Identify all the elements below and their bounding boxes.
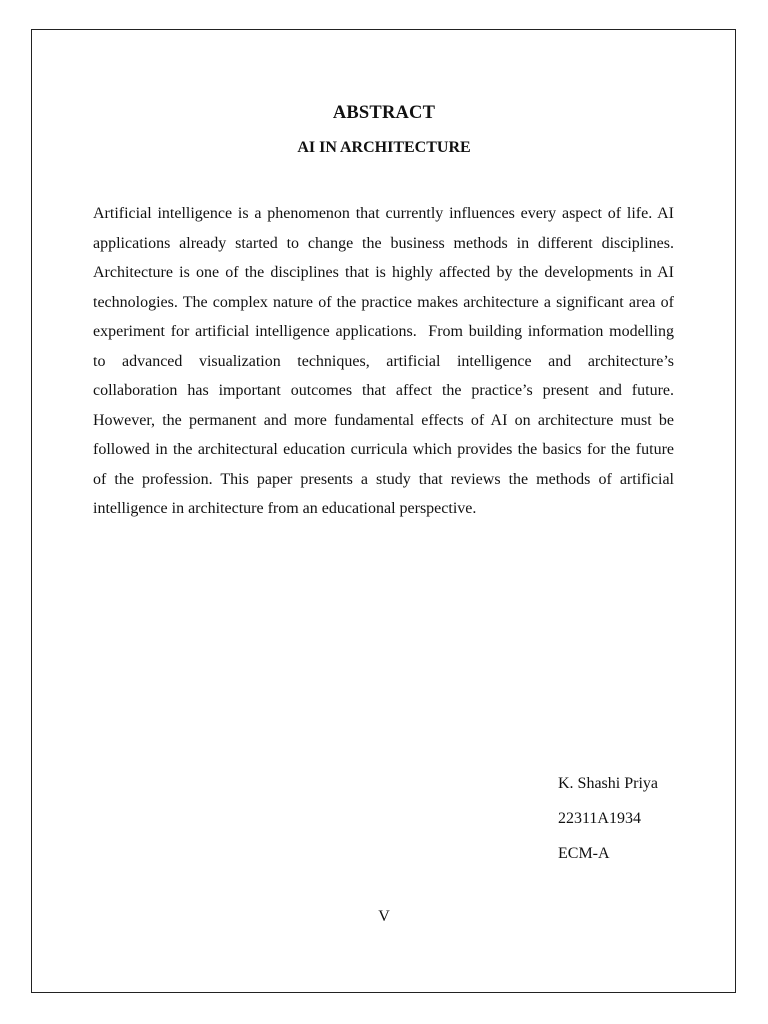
author-roll-number: 22311A1934 bbox=[558, 810, 641, 827]
page-title: ABSTRACT bbox=[332, 103, 436, 123]
abstract-body: Artificial intelligence is a phenomenon that currently influences every aspect of life. AI applications already started to change the business methods in different disciplines. Architecture is one of the disciplines that is highly affected by the developments in AI technologies. The complex nature of the practice makes architecture a significant area of experiment for artificial intelligence applications. From building information modelling to advanced visualization techniques, artificial intelligence and architecture’s collaboration has important outcomes that affect the practice’s present and future. However, the permanent and more fundamental effects of AI on architecture must be followed in the architectural education curricula which provides the basics for the future of the profession. This paper presents a study that reviews the methods of artificial intelligence in architecture from an educational perspective. bbox=[93, 205, 678, 517]
author-block bbox=[558, 770, 728, 875]
author-section: ECM-A bbox=[558, 845, 610, 862]
page-number: V bbox=[378, 908, 390, 925]
author-name: K. Shashi Priya bbox=[558, 775, 658, 792]
page-subtitle: AI IN ARCHITECTURE bbox=[297, 139, 471, 156]
